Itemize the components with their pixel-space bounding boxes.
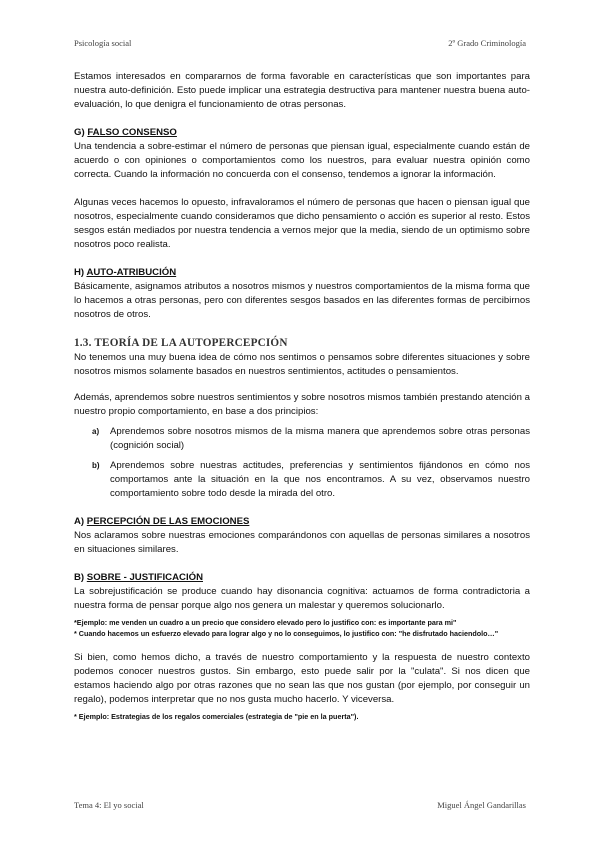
- list-item-text: Aprendemos sobre nosotros mismos de la misma manera que aprendemos sobre otras personas (cognición social): [110, 426, 530, 451]
- section-h-paragraph-1: Básicamente, asignamos atributos a nosotros mismos y nuestros comportamientos de la misma forma que lo hacemos a otras personas, pero con diferentes sesgos basados en las diferentes formas de percibirnos nosotros de otros.: [74, 281, 530, 320]
- section-g-paragraph-2: Algunas veces hacemos lo opuesto, infravaloramos el número de personas que hacen o piensan igual que nosotros, especialmente cuando consideramos que dicho pensamiento o acción es superior al resto. Estos sesgos están mediados por nuestra tendencia a vernos mejor que la media, siendo de un optimismo sobre nosotros poco realista.: [74, 197, 530, 250]
- section-1-3-paragraph-1: No tenemos una muy buena idea de cómo nos sentimos o pensamos sobre diferentes situaciones y sobre nosotros mismos solamente basados en nuestros sentimientos, actitudes o pensamientos.: [74, 352, 530, 377]
- list-item-text: Aprendemos sobre nuestras actitudes, preferencias y sentimientos fijándonos en cómo nos comportamos ante la situación en la que nos encontramos. A su vez, observamos nuestro comportamiento sobre todo desde la mirada del otro.: [110, 460, 530, 499]
- section-b-heading: [74, 571, 530, 585]
- header-degree: 2º Grado Criminología: [448, 38, 526, 48]
- list-marker: b): [92, 461, 100, 470]
- intro-paragraph: Estamos interesados en compararnos de forma favorable en características que son importantes para nuestra auto-definición. Esto puede implicar una estrategia destructiva para mantener nuestra buena auto-evaluación, lo que denigra el funcionamiento de otras personas.: [74, 71, 530, 110]
- section-g-letter: G): [74, 127, 85, 138]
- section-b-paragraph-1: La sobrejustificación se produce cuando hay disonancia cognitiva: actuamos de forma contradictoria a nuestra forma de pensar porque algo nos genera un malestar y queremos solucionarlo.: [74, 586, 530, 611]
- section-h-heading: [74, 266, 530, 280]
- section-a-heading: [74, 515, 530, 529]
- section-b-paragraph-2: Si bien, como hemos dicho, a través de nuestro comportamiento y la respuesta de nuestro contexto podemos conocer nuestros gustos. Sin embargo, esto puede salir por la "culata". Si nos dicen que estamos haciendo algo por otras razones que no sean las que nos gustan (por ejemplo, por conseguir un regalo), podemos interpretar que no nos gusta mucho hacerlo. Y viceversa.: [74, 652, 530, 705]
- section-1-3-paragraph-2: Además, aprendemos sobre nuestros sentimientos y sobre nosotros mismos también prestando atención a nuestro propio comportamiento, en base a dos principios:: [74, 392, 530, 417]
- section-b-title: SOBRE - JUSTIFICACIÓN: [86, 572, 203, 583]
- list-marker: a): [92, 427, 100, 436]
- example-note-3: * Ejemplo: Estrategias de los regalos comerciales (estrategia de "pie en la puerta").: [74, 712, 359, 721]
- footer-author: Miguel Ángel Gandarillas: [437, 800, 526, 810]
- example-note-2: * Cuando hacemos un esfuerzo elevado para lograr algo y no lo conseguimos, lo justifico con: "he disfrutado haciendolo…": [74, 629, 499, 638]
- page-content: [74, 70, 530, 722]
- footer-topic: Tema 4: El yo social: [74, 800, 144, 810]
- section-g-title: FALSO CONSENSO: [87, 127, 177, 138]
- section-g-paragraph-1: Una tendencia a sobre-estimar el número de personas que piensan igual, especialmente cuando están de acuerdo o con opiniones o comportamientos como los nuestros, para evaluar nuestra opinión como correcta. Cuando la información no concuerda con el consenso, tendemos a ignorar la información.: [74, 141, 530, 180]
- header-course: Psicología social: [74, 38, 132, 48]
- example-note-1: *Ejemplo: me venden un cuadro a un precio que considero elevado pero lo justifico con: es importante para mi": [74, 618, 457, 627]
- section-a-letter: A): [74, 516, 85, 527]
- section-1-3-title: 1.3. TEORÍA DE LA AUTOPERCEPCIÓN: [74, 337, 288, 349]
- list-item: [74, 459, 530, 501]
- section-h-title: AUTO-ATRIBUCIÓN: [86, 267, 177, 278]
- section-h-letter: H): [74, 267, 85, 278]
- section-b-letter: B): [74, 572, 85, 583]
- section-a-title: PERCEPCIÓN DE LAS EMOCIONES: [86, 516, 250, 527]
- list-item: [74, 425, 530, 453]
- section-g-heading: [74, 126, 530, 140]
- section-a-paragraph-1: Nos aclaramos sobre nuestras emociones comparándonos con aquellas de personas similares a nosotros en situaciones similares.: [74, 530, 530, 555]
